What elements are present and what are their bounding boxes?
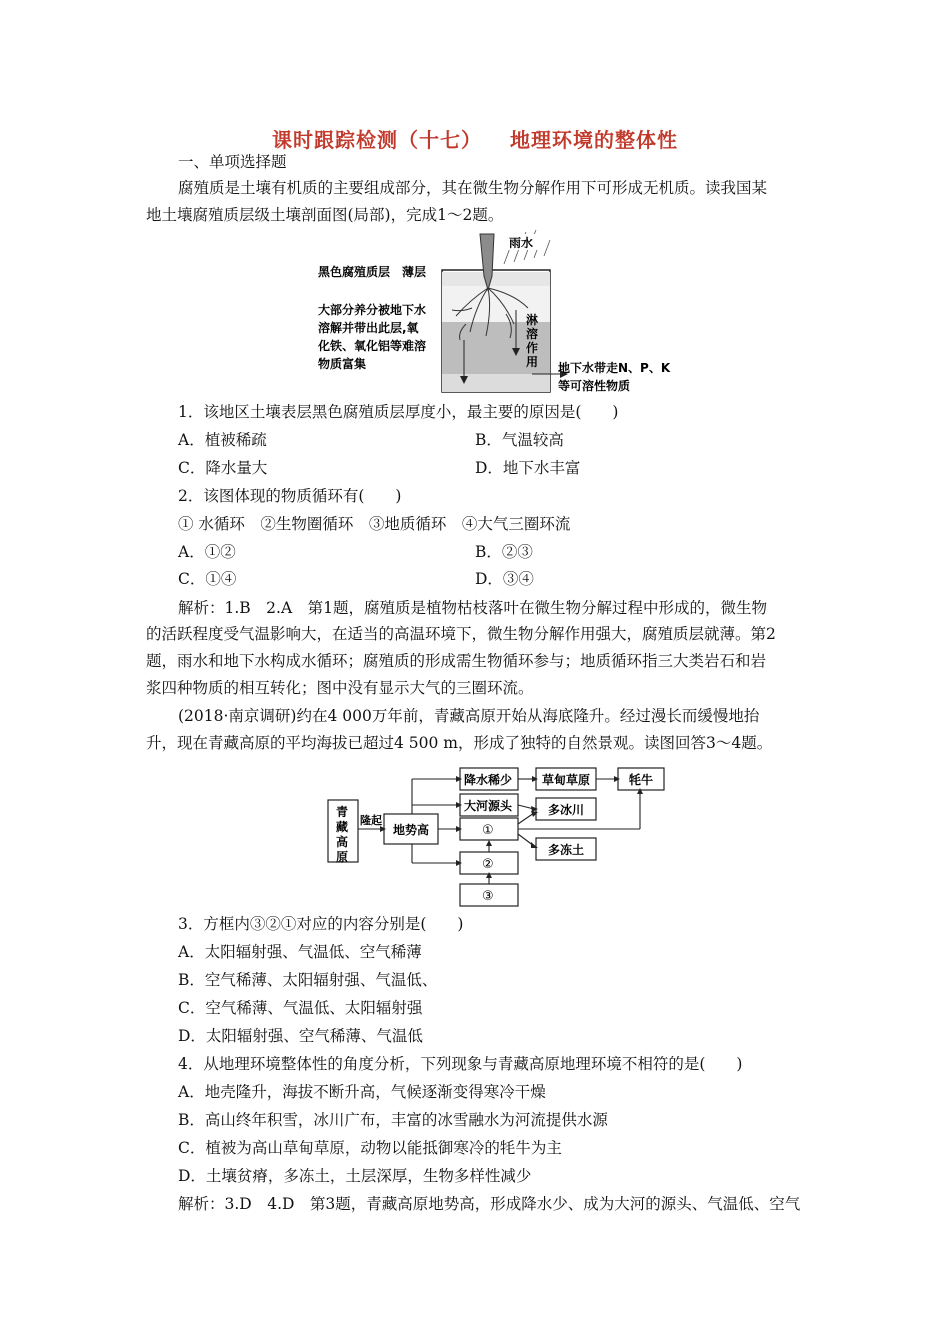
q4-option-b: B．高山终年积雪，冰川广布，丰富的冰雪融水为河流提供水源	[178, 1111, 608, 1129]
analysis1-line-1: 解析：1.B 2.A 第1题，腐殖质是植物枯枝落叶在微生物分解过程中形成的，微生物	[178, 599, 768, 617]
title-topic: 地理环境的整体性	[510, 128, 678, 152]
qinghai-3: 高	[336, 835, 349, 849]
intro-line-1: 腐殖质是土壤有机质的主要组成部分，其在微生物分解作用下可形成无机质。读我国某	[178, 179, 768, 197]
q3-option-c: C．空气稀薄、气温低、太阳辐射强	[178, 999, 423, 1017]
bottom-layer	[442, 374, 550, 392]
terrain-label: 地势高	[393, 823, 430, 837]
q2-stem: 2．该图体现的物质循环有( )	[178, 487, 402, 505]
intro2-line-2: 升，现在青藏高原的平均海拔已超过4 500 m，形成了独特的自然景观。读图回答3～4题。	[146, 734, 773, 752]
left-note-3: 化铁、氧化铝等难溶	[318, 339, 427, 353]
q2-items: ① 水循环 ②生物圈循环 ③地质循环 ④大气三圈环流	[178, 515, 571, 533]
q3-option-a: A．太阳辐射强、气温低、空气稀薄	[178, 943, 422, 961]
intro2-line-1: (2018·南京调研)约在4 000万年前，青藏高原开始从海底隆升。经过漫长而缓慢地抬	[178, 707, 760, 725]
q3-option-b: B．空气稀薄、太阳辐射强、气温低、	[178, 971, 438, 989]
leaching-4: 用	[526, 355, 539, 369]
q1-option-b: B．气温较高	[475, 431, 564, 449]
analysis1-line-4: 浆四种物质的相互转化；图中没有显示大气的三圈环流。	[146, 679, 534, 697]
meadow-label: 草甸草原	[542, 773, 591, 787]
uplift-label: 隆起	[360, 814, 382, 827]
q1-stem: 1．该地区土壤表层黑色腐殖质层厚度小，最主要的原因是( )	[178, 403, 619, 421]
q4-option-a: A．地壳隆升，海拔不断升高，气候逐渐变得寒冷干燥	[178, 1083, 546, 1101]
q3-option-d: D．太阳辐射强、空气稀薄、气温低	[178, 1027, 423, 1045]
q1-option-d: D．地下水丰富	[475, 459, 581, 477]
left-note-2: 溶解并带出此层,氧	[318, 321, 419, 335]
plateau-flowchart	[320, 760, 670, 908]
soil-profile-figure	[300, 228, 680, 396]
qinghai-4: 原	[336, 850, 349, 864]
leaching-1: 淋	[526, 313, 539, 327]
q1-option-a: A．植被稀疏	[178, 431, 267, 449]
left-note-4: 物质富集	[318, 357, 367, 371]
less-precip-label: 降水稀少	[464, 773, 513, 787]
c3-label: ③	[482, 889, 494, 904]
humus-label: 黑色腐殖质层 薄层	[318, 265, 427, 279]
q2-option-d: D．③④	[475, 570, 534, 588]
q1-option-c: C．降水量大	[178, 459, 268, 477]
analysis1-line-2: 的活跃程度受气温影响大，在适当的高温环境下，微生物分解作用强大，腐殖质层就薄。第2	[146, 625, 776, 643]
q2-option-a: A．①②	[178, 543, 236, 561]
c1-label: ①	[482, 823, 494, 838]
leaching-3: 作	[526, 341, 539, 355]
qinghai-2: 藏	[336, 820, 349, 834]
title-main: 课时跟踪检测（十七）	[272, 128, 482, 152]
left-note-1: 大部分养分被地下水	[318, 303, 427, 317]
groundwater-2: 等可溶性物质	[558, 379, 631, 393]
q2-option-c: C．①④	[178, 570, 237, 588]
glacier-label: 多冰川	[548, 803, 585, 817]
permafrost-label: 多冻土	[548, 843, 585, 857]
analysis1-line-3: 题，雨水和地下水构成水循环；腐殖质的形成需生物循环参与；地质循环指三大类岩石和岩	[146, 652, 767, 670]
q4-option-d: D．土壤贫瘠，多冻土，土层深厚，生物多样性减少	[178, 1167, 532, 1185]
analysis2-line: 解析：3.D 4.D 第3题，青藏高原地势高，形成降水少、成为大河的源头、气温低、空气	[178, 1195, 801, 1213]
groundwater-1: 地下水带走N、P、K	[558, 361, 671, 375]
c2-label: ②	[482, 857, 494, 872]
leaching-2: 溶	[526, 327, 539, 341]
qinghai-1: 青	[336, 805, 349, 819]
section-heading: 一、单项选择题	[178, 153, 287, 171]
q3-stem: 3．方框内③②①对应的内容分别是( )	[178, 915, 464, 933]
intro-line-2: 地土壤腐殖质层级土壤剖面图(局部)，完成1～2题。	[146, 206, 504, 224]
q4-stem: 4．从地理环境整体性的角度分析，下列现象与青藏高原地理环境不相符的是( )	[178, 1055, 743, 1073]
yak-label: 牦牛	[629, 773, 654, 787]
river-source-label: 大河源头	[464, 799, 513, 813]
rain-label: 雨水	[509, 236, 534, 250]
page-title	[0, 124, 950, 153]
q4-option-c: C．植被为高山草甸草原，动物以能抵御寒冷的牦牛为主	[178, 1139, 562, 1157]
humus-layer	[442, 272, 550, 286]
q2-option-b: B．②③	[475, 543, 533, 561]
